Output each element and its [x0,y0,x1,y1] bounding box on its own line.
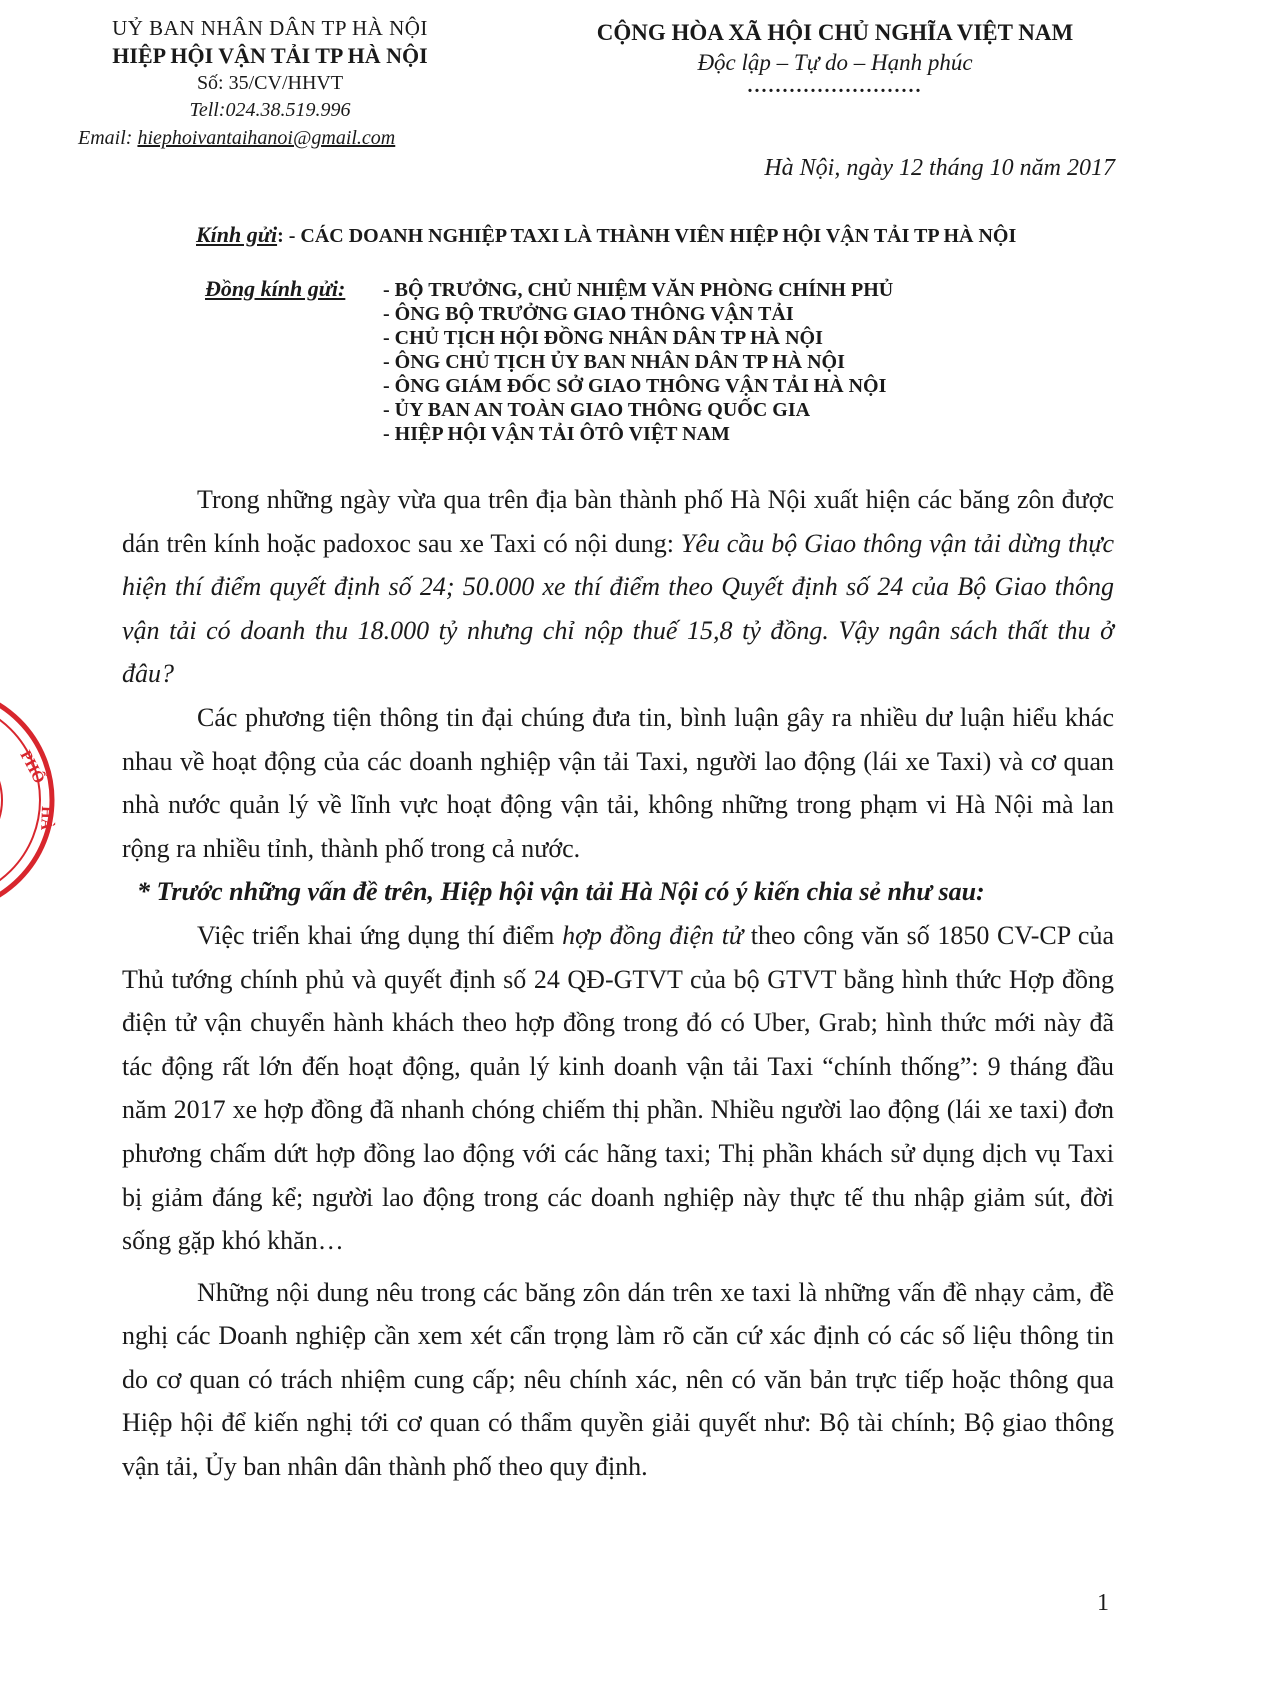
recipient-line [196,222,1016,248]
cc-item: - ỦY BAN AN TOÀN GIAO THÔNG QUỐC GIA [383,399,811,421]
svg-text:HÀ: HÀ [37,805,55,831]
cc-item: - BỘ TRƯỞNG, CHỦ NHIỆM VĂN PHÒNG CHÍNH PHỦ [383,279,894,301]
cc-item: - ÔNG GIÁM ĐỐC SỞ GIAO THÔNG VẬN TẢI HÀ NỘI [383,375,887,397]
paragraph-1-quote: Yêu cầu bộ Giao thông vận tải dừng thực hiện thí điểm quyết định số 24; 50.000 xe thí điểm theo Quyết định số 24 của Bộ Giao thông vận tải có doanh thu 18.000 tỷ nhưng chỉ nộp thuế 15,8 tỷ đồng. Vậy ngân sách thất thu ở đâu? [122,528,1114,689]
cc-item: - HIỆP HỘI VẬN TẢI ÔTÔ VIỆT NAM [383,423,730,445]
cc-list [383,278,1083,446]
document-number: Số: 35/CV/HHVT [196,72,344,94]
section-heading: * Trước những vấn đề trên, Hiệp hội vận tải Hà Nội có ý kiến chia sẻ như sau: [137,877,985,907]
red-seal-stamp [0,680,60,920]
country-name: CỘNG HÒA XÃ HỘI CHỦ NGHĨA VIỆT NAM [596,20,1074,45]
national-motto: Độc lập – Tự do – Hạnh phúc [697,50,973,75]
recipient-text: : - CÁC DOANH NGHIỆP TAXI LÀ THÀNH VIÊN HIỆP HỘI VẬN TẢI TP HÀ NỘI [277,225,1017,247]
document-date: Hà Nội, ngày 12 tháng 10 năm 2017 [764,155,1115,181]
cc-item: - ÔNG CHỦ TỊCH ỦY BAN NHÂN DÂN TP HÀ NỘI [383,351,845,373]
paragraph-3-rest: theo công văn số 1850 CV-CP của Thủ tướng chính phủ và quyết định số 24 QĐ-GTVT của bộ GTVT bằng hình thức Hợp đồng điện tử vận chuyển hành khách theo hợp đồng trong đó có Uber, Grab; hình thức mới này đã tác động rất lớn đến hoạt động, quản lý kinh doanh vận tải Taxi “chính thống”: 9 tháng đầu năm 2017 xe hợp đồng đã nhanh chóng chiếm thị phần. Nhiều người lao động (lái xe taxi) đơn phương chấm dứt hợp đồng lao động với các hãng taxi; Thị phần khách sử dụng dịch vụ Taxi bị giảm đáng kể; người lao động trong các doanh nghiệp này thực tế thu nhập giảm sút, đời sống gặp khó khăn… [122,920,1114,1256]
cc-label: Đồng kính gửi: [205,276,346,301]
paragraph-3 [122,914,1114,1263]
paragraph-4: Những nội dung nêu trong các băng zôn dán trên xe taxi là những vấn đề nhạy cảm, đề nghị các Doanh nghiệp cần xem xét cẩn trọng làm rõ căn cứ xác định có các số liệu thông tin do cơ quan có trách nhiệm cung cấp; nêu chính xác, nên có văn bản trực tiếp hoặc thông qua Hiệp hội để kiến nghị tới cơ quan có thẩm quyền giải quyết như: Bộ tài chính; Bộ giao thông vận tải, Ủy ban nhân dân thành phố theo quy định. [122,1277,1114,1482]
paragraph-2: Các phương tiện thông tin đại chúng đưa tin, bình luận gây ra nhiều dư luận hiểu khác nhau về hoạt động của các doanh nghiệp vận tải Taxi, người lao động (lái xe Taxi) và cơ quan nhà nước quản lý về lĩnh vực hoạt động vận tải, không những trong phạm vi Hà Nội mà lan rộng ra nhiều tỉnh, thành phố trong cả nước. [122,702,1114,863]
paragraph-3-start: Việc triển khai ứng dụng thí điểm [197,920,563,950]
email-link[interactable]: hiephoivantaihanoi@gmail.com [137,127,396,149]
association-name: HIỆP HỘI VẬN TẢI TP HÀ NỘI [112,43,428,68]
paragraph-1 [122,478,1114,696]
committee-name: UỶ BAN NHÂN DÂN TP HÀ NỘI [112,16,428,40]
letter-body [122,478,1114,1489]
page-number: 1 [1097,1590,1109,1616]
recipient-label: Kính gửi [196,222,278,247]
telephone: Tell:024.38.519.996 [189,99,351,121]
svg-text:PHỐ: PHỐ [16,747,48,787]
email-line [78,124,470,152]
paragraph-1-text: Trong những ngày vừa qua trên địa bàn thành phố Hà Nội xuất hiện các băng zôn được dán trên kính hoặc padoxoc sau xe Taxi có nội dung: [122,485,1114,558]
motto-underline-dots: ......................... [747,75,923,97]
national-header [560,18,1110,97]
paragraph-3-emphasis: hợp đồng điện tử [562,920,744,950]
email-label: Email: [78,127,138,149]
cc-item: - CHỦ TỊCH HỘI ĐỒNG NHÂN DÂN TP HÀ NỘI [383,327,823,349]
cc-item: - ÔNG BỘ TRƯỞNG GIAO THÔNG VẬN TẢI [383,303,794,325]
sender-header [70,14,470,152]
